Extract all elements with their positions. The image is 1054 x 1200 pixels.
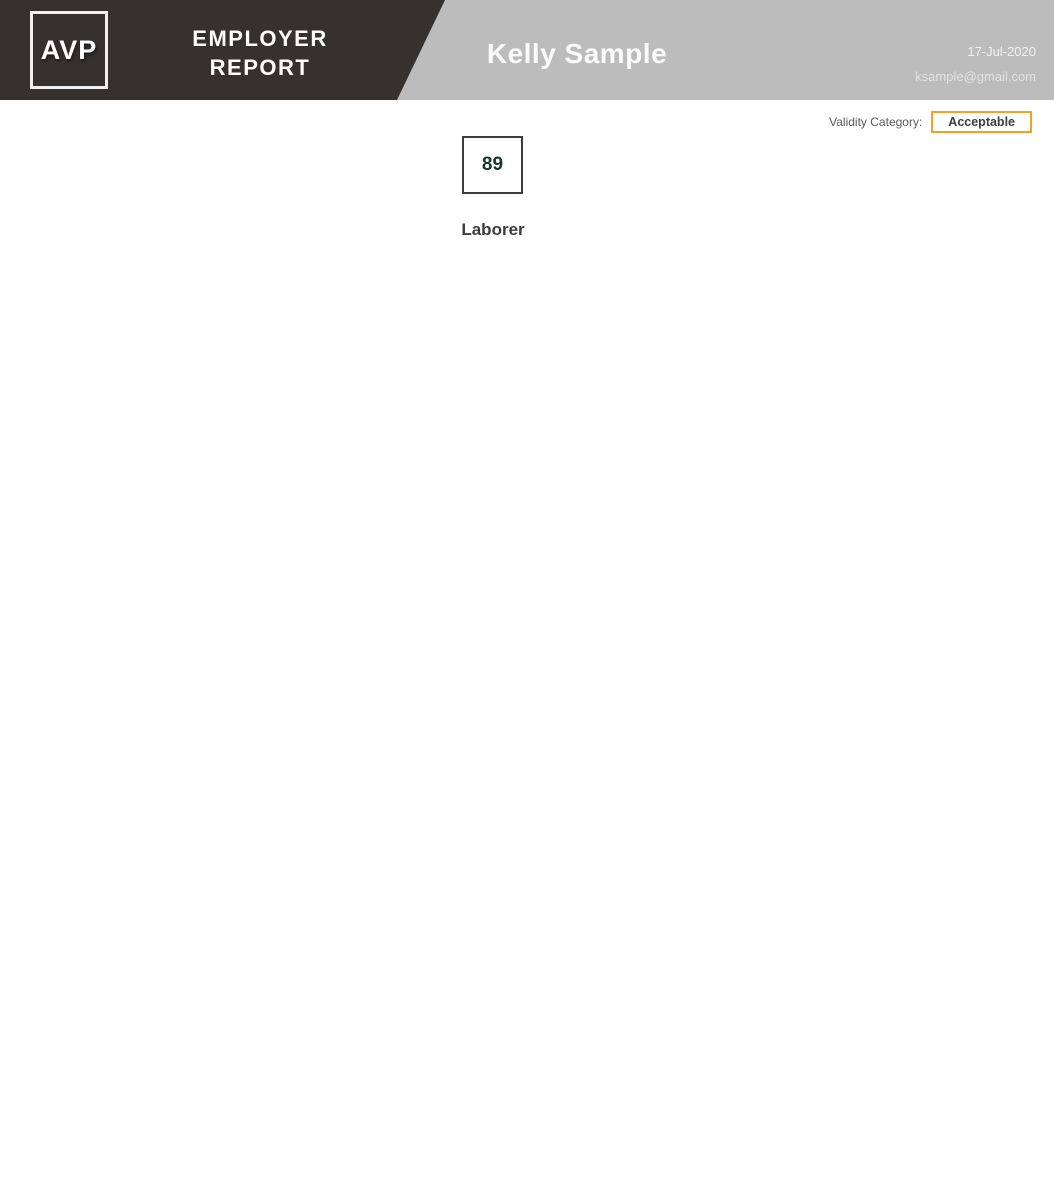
score-area [0, 134, 1054, 266]
report-header [0, 0, 1054, 100]
avp-logo [30, 11, 108, 89]
fit-score-box: 89 [462, 136, 523, 194]
report-date: 17-Jul-2020 [967, 44, 1036, 59]
role-underline [436, 251, 563, 256]
candidate-name: Kelly Sample [486, 38, 668, 69]
validity-row [0, 110, 1054, 134]
report-title-line2: REPORT [209, 54, 311, 80]
validity-label: Validity Category: [829, 115, 923, 129]
header-meta [915, 40, 1036, 89]
report-title-line1: EMPLOYER [192, 26, 328, 51]
logo-text: AVP [40, 34, 98, 65]
job-role-label: Laborer [461, 220, 525, 239]
validity-value: Acceptable [931, 111, 1032, 133]
candidate-email: ksample@gmail.com [915, 68, 1036, 84]
report-title [140, 25, 380, 82]
